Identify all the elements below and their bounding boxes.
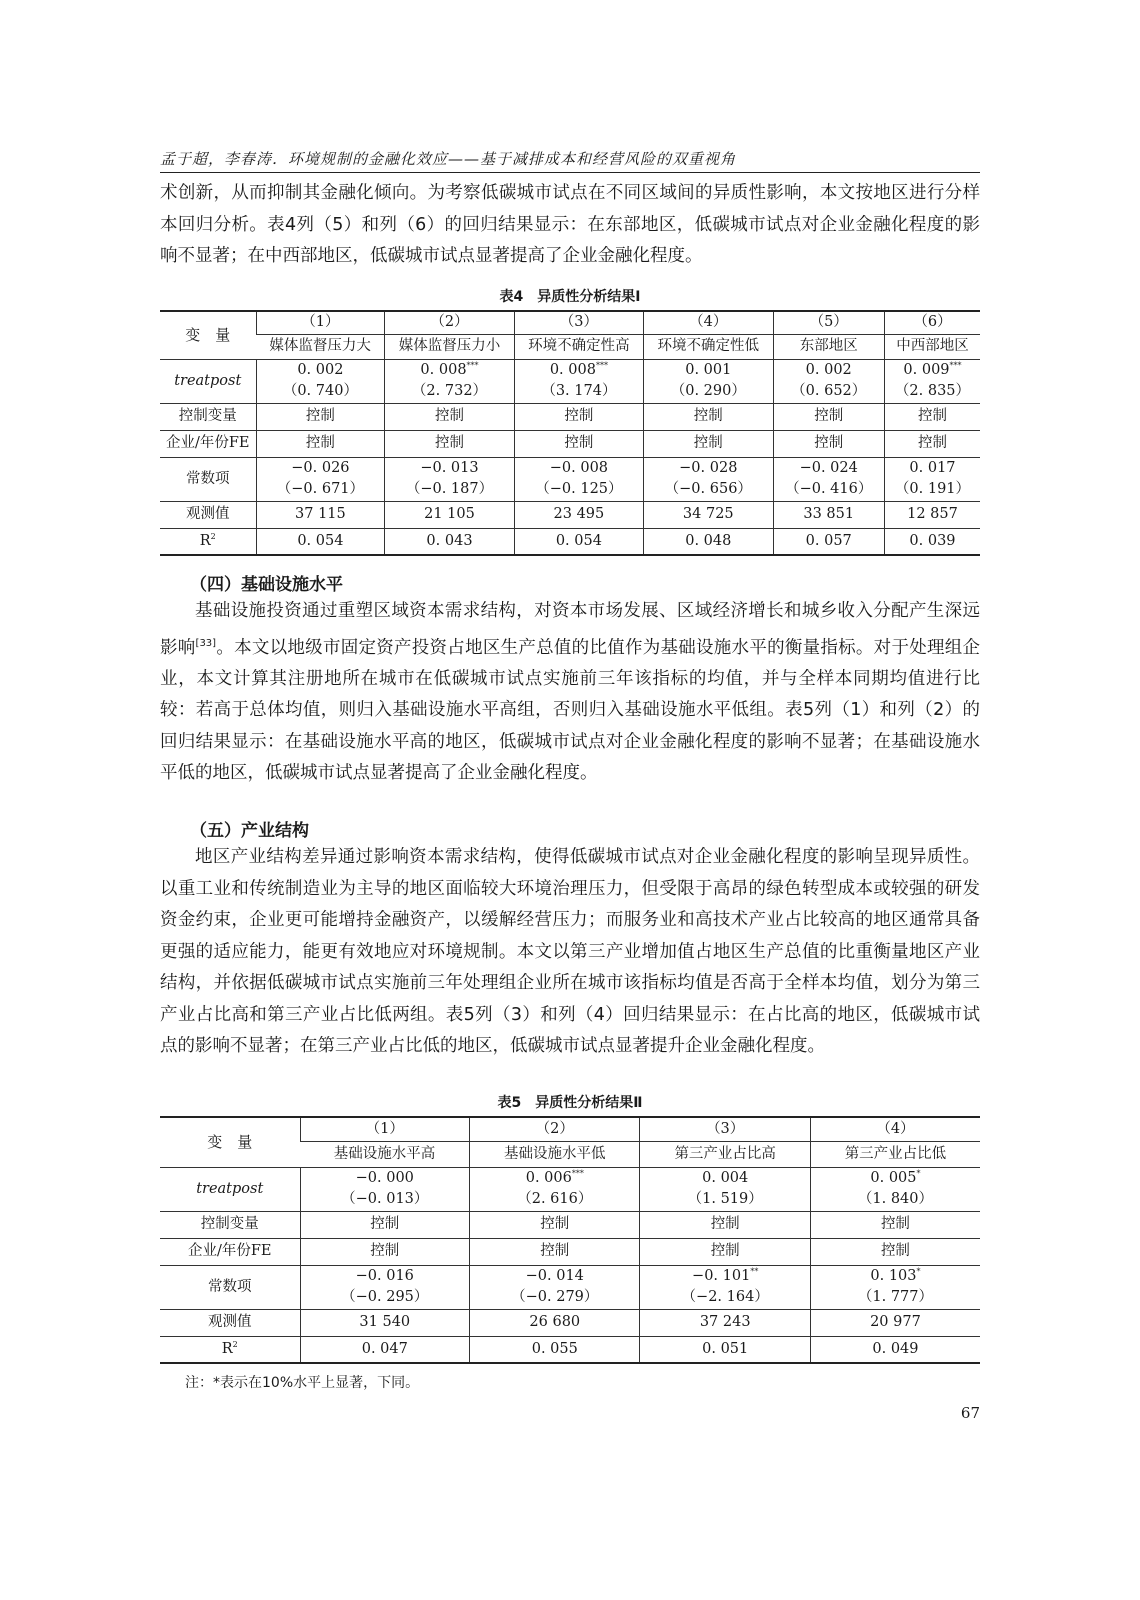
table5-cell: 0. 047 xyxy=(300,1336,470,1363)
citation-ref: [33] xyxy=(195,637,217,649)
table5-cell: 控制 xyxy=(470,1211,640,1238)
table5-treatpost-cell: 0. 006*** （2. 616） xyxy=(470,1167,640,1211)
header-rule xyxy=(160,172,980,173)
table5-fe-label: 企业/年份FE xyxy=(160,1238,300,1265)
table5-colnum: （2） xyxy=(470,1117,640,1141)
table4-cell: 控制 xyxy=(514,403,643,430)
table4-cell: 控制 xyxy=(644,430,773,457)
paragraph-1: 术创新，从而抑制其金融化倾向。为考察低碳城市试点在不同区域间的异质性影响，本文按地区进行分样本回归分析。表4列（5）和列（6）的回归结果显示：在东部地区，低碳城市试点对企业金融化程度的影响不显著；在中西部地区，低碳城市试点显著提高了企业金融化程度。 xyxy=(160,183,980,266)
subhead-infrastructure: （四）基础设施水平 xyxy=(190,575,343,595)
table5-control-label: 控制变量 xyxy=(160,1211,300,1238)
table5-treatpost-cell: 0. 004 （1. 519） xyxy=(640,1167,810,1211)
paragraph-2: 基础设施投资通过重塑区域资本需求结构，对资本市场发展、区域经济增长和城乡收入分配产生深远影响[33]。本文以地级市固定资产投资占地区生产总值的比值作为基础设施水平的衡量指标。对于处理组企业，本文计算其注册地所在城市在低碳城市试点实施前三年该指标的均值，并与全样本同期均值进行比较：若高于总体均值，则归入基础设施水平高组，否则归入基础设施水平低组。表5列（1）和列（2）的回归结果显示：在基础设施水平高的地区，低碳城市试点对企业金融化程度的影响不显著；在基础设施水平低的地区，低碳城市试点显著提高了企业金融化程度。 xyxy=(160,601,981,784)
table4-cell: 23 495 xyxy=(514,501,643,528)
table4-cell: 34 725 xyxy=(644,501,773,528)
table5-treatpost-label: treatpost xyxy=(160,1167,300,1211)
table5-cell: 31 540 xyxy=(300,1309,470,1336)
table4-colnum: （2） xyxy=(385,311,514,334)
table4-const-cell: −0. 028 （−0. 656） xyxy=(644,457,773,501)
table5-const-cell: −0. 016 （−0. 295） xyxy=(300,1265,470,1309)
table5-cell: 控制 xyxy=(640,1211,810,1238)
table4-treatpost-cell: 0. 008*** （2. 732） xyxy=(385,359,514,403)
table4-const-cell: −0. 026 （−0. 671） xyxy=(256,457,385,501)
table4-cell: 0. 057 xyxy=(773,528,884,555)
table4-cell: 0. 048 xyxy=(644,528,773,555)
table5-cell: 控制 xyxy=(470,1238,640,1265)
table5-cell: 控制 xyxy=(810,1238,980,1265)
table4-const-cell: −0. 024 （−0. 416） xyxy=(773,457,884,501)
table4-control-label: 控制变量 xyxy=(160,403,256,430)
table4 xyxy=(160,310,980,556)
table4-colname: 东部地区 xyxy=(773,334,884,359)
table4-const-label: 常数项 xyxy=(160,457,256,501)
table5-const-cell: 0. 103* （1. 777） xyxy=(810,1265,980,1309)
table4-treatpost-cell: 0. 001 （0. 290） xyxy=(644,359,773,403)
running-head: 孟于超，李春涛．环境规制的金融化效应——基于减排成本和经营风险的双重视角 xyxy=(160,150,737,168)
table4-fe-label: 企业/年份FE xyxy=(160,430,256,457)
table5-colname: 基础设施水平高 xyxy=(300,1141,470,1167)
table5-const-cell: −0. 014 （−0. 279） xyxy=(470,1265,640,1309)
table5-cell: 0. 051 xyxy=(640,1336,810,1363)
table5-treatpost-cell: 0. 005* （1. 840） xyxy=(810,1167,980,1211)
table4-colname: 环境不确定性高 xyxy=(514,334,643,359)
table5-obs-label: 观测值 xyxy=(160,1309,300,1336)
table4-obs-label: 观测值 xyxy=(160,501,256,528)
table5-colname: 第三产业占比高 xyxy=(640,1141,810,1167)
table5-const-cell: −0. 101** （−2. 164） xyxy=(640,1265,810,1309)
table5-cell: 控制 xyxy=(300,1211,470,1238)
table5-cell: 控制 xyxy=(300,1238,470,1265)
table4-treatpost-label: treatpost xyxy=(160,359,256,403)
table4-colnum: （5） xyxy=(773,311,884,334)
table4-const-cell: −0. 013 （−0. 187） xyxy=(385,457,514,501)
table5 xyxy=(160,1116,980,1364)
table5-cell: 0. 049 xyxy=(810,1336,980,1363)
table4-treatpost-cell: 0. 009*** （2. 835） xyxy=(884,359,980,403)
table4-cell: 控制 xyxy=(514,430,643,457)
page-number: 67 xyxy=(960,1404,980,1422)
table5-treatpost-cell: −0. 000 （−0. 013） xyxy=(300,1167,470,1211)
subhead-industry-structure: （五）产业结构 xyxy=(190,821,309,841)
table4-cell: 控制 xyxy=(256,430,385,457)
table4-colnum: （3） xyxy=(514,311,643,334)
table4-caption: 表4 异质性分析结果Ⅰ xyxy=(499,289,641,305)
table5-colname: 基础设施水平低 xyxy=(470,1141,640,1167)
table5-cell: 26 680 xyxy=(470,1309,640,1336)
table5-colname: 第三产业占比低 xyxy=(810,1141,980,1167)
table5-cell: 0. 055 xyxy=(470,1336,640,1363)
table5-caption: 表5 异质性分析结果Ⅱ xyxy=(497,1095,643,1111)
table4-colname: 媒体监督压力大 xyxy=(256,334,385,359)
table4-colnum: （6） xyxy=(884,311,980,334)
table4-cell: 控制 xyxy=(884,403,980,430)
table4-colnum: （4） xyxy=(644,311,773,334)
table-note: 注：*表示在10%水平上显著，下同。 xyxy=(185,1375,420,1391)
table4-r2-label: $R^2$ xyxy=(160,528,256,555)
table5-colnum: （4） xyxy=(810,1117,980,1141)
table5-colnum: （1） xyxy=(300,1117,470,1141)
table4-cell: 控制 xyxy=(773,430,884,457)
table4-cell: 控制 xyxy=(385,403,514,430)
table4-cell: 0. 054 xyxy=(514,528,643,555)
table5-const-label: 常数项 xyxy=(160,1265,300,1309)
table5-colnum: （3） xyxy=(640,1117,810,1141)
table4-colname: 中西部地区 xyxy=(884,334,980,359)
table5-cell: 20 977 xyxy=(810,1309,980,1336)
table4-cell: 0. 043 xyxy=(385,528,514,555)
table4-cell: 控制 xyxy=(385,430,514,457)
table4-cell: 0. 054 xyxy=(256,528,385,555)
table4-const-cell: −0. 008 （−0. 125） xyxy=(514,457,643,501)
table4-const-cell: 0. 017 （0. 191） xyxy=(884,457,980,501)
table4-colname: 媒体监督压力小 xyxy=(385,334,514,359)
table5-r2-label: $R^2$ xyxy=(160,1336,300,1363)
table5-cell: 控制 xyxy=(640,1238,810,1265)
table4-treatpost-cell: 0. 002 （0. 740） xyxy=(256,359,385,403)
table5-cell: 37 243 xyxy=(640,1309,810,1336)
table4-colname: 环境不确定性低 xyxy=(644,334,773,359)
table4-cell: 21 105 xyxy=(385,501,514,528)
table4-cell: 12 857 xyxy=(884,501,980,528)
table4-cell: 控制 xyxy=(884,430,980,457)
table4-treatpost-cell: 0. 002 （0. 652） xyxy=(773,359,884,403)
paragraph-3: 地区产业结构差异通过影响资本需求结构，使得低碳城市试点对企业金融化程度的影响呈现异质性。以重工业和传统制造业为主导的地区面临较大环境治理压力，但受限于高昂的绿色转型成本或较强的研发资金约束，企业更可能增持金融资产，以缓解经营压力；而服务业和高技术产业占比较高的地区通常具备更强的适应能力，能更有效地应对环境规制。本文以第三产业增加值占地区生产总值的比重衡量地区产业结构，并依据低碳城市试点实施前三年处理组企业所在城市该指标均值是否高于全样本均值，划分为第三产业占比高和第三产业占比低两组。表5列（3）和列（4）回归结果显示：在占比高的地区，低碳城市试点的影响不显著；在第三产业占比低的地区，低碳城市试点显著提升企业金融化程度。 xyxy=(160,847,980,1056)
table4-cell: 0. 039 xyxy=(884,528,980,555)
table5-cell: 控制 xyxy=(810,1211,980,1238)
table4-cell: 控制 xyxy=(773,403,884,430)
table4-treatpost-cell: 0. 008*** （3. 174） xyxy=(514,359,643,403)
table4-colnum: （1） xyxy=(256,311,385,334)
table4-var-header: 变 量 xyxy=(160,311,256,359)
table4-cell: 37 115 xyxy=(256,501,385,528)
table4-cell: 控制 xyxy=(256,403,385,430)
table5-var-header: 变 量 xyxy=(160,1117,300,1167)
table4-cell: 控制 xyxy=(644,403,773,430)
table4-cell: 33 851 xyxy=(773,501,884,528)
